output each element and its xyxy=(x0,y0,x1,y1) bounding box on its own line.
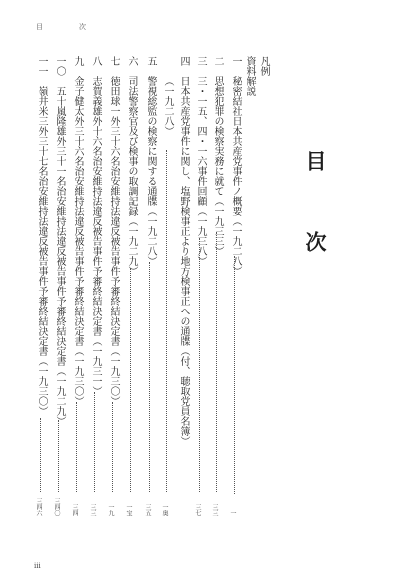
dot-leader xyxy=(216,232,217,492)
entry-number: 一〇 xyxy=(54,56,65,76)
entry-number: 六 xyxy=(126,56,137,66)
entry-number: 一一 xyxy=(36,56,47,76)
toc-entry-4-cont[interactable] xyxy=(160,56,174,516)
entry-text: 嶺井米三外三十七名治安維持法違反被告事件予審終結決定書（一九三〇） xyxy=(36,86,47,416)
toc-entry-4[interactable] xyxy=(176,56,190,516)
toc-entry-7[interactable] xyxy=(106,56,120,516)
dot-leader xyxy=(199,238,200,492)
toc-entry-6[interactable] xyxy=(124,56,138,516)
dot-leader xyxy=(149,262,150,492)
entry-text: 思想犯罪の検察実務に就て（一九三三） xyxy=(212,76,223,256)
entry-number: 九 xyxy=(72,56,83,66)
entry-page: 一宝 xyxy=(125,504,132,516)
toc-entry-8[interactable] xyxy=(88,56,102,516)
entry-page: 三七 xyxy=(194,504,201,516)
toc-entry-11[interactable] xyxy=(34,56,48,516)
entry-page: 三四〇 xyxy=(53,498,60,516)
front-matter-kaisetsu: 資料解説 xyxy=(244,56,255,96)
entry-number: 三 xyxy=(195,56,206,66)
entry-text: 志賀義雄外十六名治安維持法違反被告事件予審終結決定書（一九三一） xyxy=(90,76,101,396)
entry-page: 一九 xyxy=(107,504,114,516)
entry-text: 金子健太外三十六名治安維持法違反被告事件予審終結決定書（一九三〇） xyxy=(72,76,83,406)
entry-page: 三三 xyxy=(89,504,96,516)
toc-title: 目次 xyxy=(303,150,328,312)
entry-text: 司法警察官及び検事の取調記録（一九二九） xyxy=(126,76,137,276)
toc-entry-9[interactable] xyxy=(70,56,84,516)
dot-leader xyxy=(40,418,41,492)
entry-text: 徳田球一外三十六名治安維持法違反被告事件予審終結決定書（一九三〇） xyxy=(108,76,119,406)
toc-entry-2[interactable] xyxy=(210,56,224,516)
entry-number: 七 xyxy=(108,56,119,66)
running-header xyxy=(36,22,86,32)
running-header-left: 目 xyxy=(36,23,43,31)
dot-leader xyxy=(130,268,131,492)
entry-text: 秘密結社日本共産党事件ノ概要（一九二八） xyxy=(230,76,241,276)
entry-text: 日本共産党事件に関し、塩野検事正より地方検事正への通牒（付、聴取党員名簿） xyxy=(178,76,189,446)
dot-leader xyxy=(94,392,95,492)
entry-number: 二 xyxy=(212,56,223,66)
toc-entry-1[interactable] xyxy=(228,56,242,516)
entry-number: 八 xyxy=(90,56,101,66)
toc-entry-3[interactable] xyxy=(193,56,207,516)
front-matter-hanrei: 凡例 xyxy=(258,56,269,76)
entry-page: 三四六 xyxy=(35,498,42,516)
dot-leader xyxy=(76,402,77,492)
toc-entry-10[interactable] xyxy=(52,56,66,516)
dot-leader xyxy=(234,256,235,494)
entry-text: 五十嵐隆雄外三十一名治安維持法違反被告事件予審終結決定書（一九二九） xyxy=(54,86,65,426)
entry-page: 一奥 xyxy=(161,504,168,516)
entry-number: 五 xyxy=(145,56,156,66)
entry-text: （一九二八） xyxy=(162,76,173,136)
dot-leader xyxy=(58,420,59,492)
toc-entry-5[interactable] xyxy=(143,56,157,516)
entry-text: 警視総監の検察に関する通牒（一九二八） xyxy=(145,76,156,266)
entry-number: 四 xyxy=(178,56,189,66)
dot-leader xyxy=(112,402,113,492)
page-folio: iii xyxy=(34,562,41,570)
entry-text: 三・一五、四・一六事件回顧（一九三八） xyxy=(195,76,206,266)
running-header-right: 次 xyxy=(79,23,86,31)
entry-number: 一 xyxy=(230,56,241,66)
entry-page: 三三 xyxy=(211,504,218,516)
dot-leader xyxy=(166,150,167,492)
entry-page: 一 xyxy=(229,510,236,516)
entry-page: 三四 xyxy=(71,504,78,516)
entry-page: 三五 xyxy=(144,504,151,516)
